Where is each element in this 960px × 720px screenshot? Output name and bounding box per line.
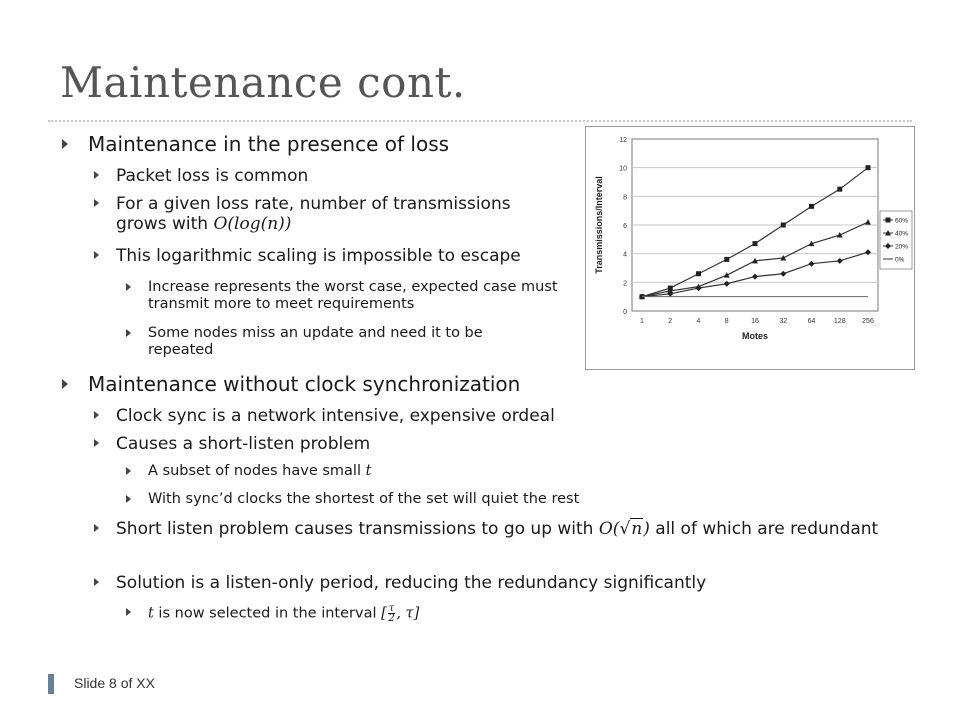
bullet-clock-sync bbox=[62, 372, 582, 396]
y-tick-label: 4 bbox=[623, 251, 627, 259]
bullet-worst-case bbox=[126, 279, 578, 313]
y-tick-label: 8 bbox=[623, 194, 627, 202]
bullet-text-part: Short listen problem causes transmissions to go up with bbox=[116, 519, 599, 539]
math-t: t bbox=[365, 463, 372, 479]
data-point-20pct bbox=[780, 271, 786, 277]
bullet-text: Causes a short-listen problem bbox=[116, 434, 371, 454]
bullet-arrow-icon bbox=[126, 608, 131, 616]
x-tick-label: 128 bbox=[833, 318, 846, 325]
x-tick-label: 16 bbox=[751, 318, 759, 325]
bullet-small-t bbox=[126, 463, 906, 480]
bullet-text-part: For a given loss rate, number of transmissions grows with bbox=[116, 194, 511, 234]
slide-number: Slide 8 of XX bbox=[74, 675, 155, 691]
bullet-arrow-icon bbox=[62, 139, 68, 149]
legend-marker bbox=[886, 218, 891, 223]
bullet-text bbox=[94, 194, 564, 234]
x-tick-label: 2 bbox=[668, 318, 673, 325]
bullet-arrow-icon bbox=[126, 467, 131, 475]
bullet-arrow-icon bbox=[126, 329, 131, 337]
math-close: ) bbox=[643, 519, 650, 539]
bullet-text: Clock sync is a network intensive, expensive ordeal bbox=[116, 406, 555, 426]
math-tail: , τ] bbox=[396, 605, 420, 622]
legend-label: 40% bbox=[895, 230, 909, 238]
bullet-sqrt-n bbox=[94, 519, 900, 539]
data-point-60pct bbox=[837, 187, 842, 192]
bullet-short-listen bbox=[94, 434, 894, 454]
data-point-40pct bbox=[837, 232, 843, 238]
footer-accent bbox=[48, 674, 54, 694]
bullet-listen-only bbox=[94, 573, 900, 593]
data-point-60pct bbox=[724, 257, 729, 262]
fraction-numerator: τ bbox=[388, 603, 395, 614]
legend-label: 0% bbox=[895, 256, 905, 264]
data-point-60pct bbox=[753, 241, 758, 246]
transmissions-chart bbox=[586, 127, 914, 369]
data-point-60pct bbox=[866, 165, 871, 170]
bullet-arrow-icon bbox=[94, 578, 99, 586]
bullet-arrow-icon bbox=[94, 439, 99, 447]
bullet-synced-clocks bbox=[126, 491, 906, 508]
bullet-text: This logarithmic scaling is impossible to escape bbox=[116, 246, 521, 266]
bullet-arrow-icon bbox=[126, 283, 131, 291]
bullet-text-part: is now selected in the interval bbox=[153, 605, 382, 622]
math-bracket: [ bbox=[381, 605, 387, 622]
x-tick-label: 64 bbox=[807, 318, 816, 325]
math-big-o-open: O( bbox=[598, 519, 620, 539]
bullet-arrow-icon bbox=[126, 495, 131, 503]
math-t: t bbox=[148, 605, 154, 622]
bullet-arrow-icon bbox=[62, 379, 68, 389]
x-tick-label: 256 bbox=[862, 318, 874, 325]
math-fraction bbox=[388, 604, 396, 623]
x-tick-label: 32 bbox=[779, 318, 788, 325]
chart-figure bbox=[585, 126, 915, 370]
bullet-text-part: A subset of nodes have small bbox=[148, 463, 366, 479]
bullet-packet-loss bbox=[94, 166, 564, 186]
data-point-40pct bbox=[865, 219, 871, 225]
bullet-arrow-icon bbox=[94, 524, 99, 532]
math-big-o-log-n: O(log(n)) bbox=[213, 214, 292, 234]
y-tick-label: 0 bbox=[623, 309, 627, 316]
bullet-text: Some nodes miss an update and need it to be repeated bbox=[148, 325, 483, 358]
bullet-text bbox=[126, 463, 906, 480]
bullet-arrow-icon bbox=[94, 199, 99, 207]
bullet-text: Maintenance in the presence of loss bbox=[88, 132, 450, 156]
y-tick-label: 2 bbox=[623, 280, 627, 288]
bullet-text: Packet loss is common bbox=[116, 166, 309, 186]
x-tick-label: 1 bbox=[640, 318, 644, 325]
bullet-loss-rate bbox=[94, 194, 564, 234]
y-tick-label: 10 bbox=[619, 165, 627, 173]
x-axis-label: Motes bbox=[741, 331, 769, 341]
data-point-20pct bbox=[809, 261, 815, 267]
data-point-40pct bbox=[724, 272, 730, 278]
math-n: n bbox=[631, 519, 643, 539]
bullet-arrow-icon bbox=[94, 251, 99, 259]
x-tick-label: 8 bbox=[724, 318, 729, 325]
data-point-20pct bbox=[752, 274, 758, 280]
bullet-interval bbox=[126, 604, 906, 623]
y-tick-label: 12 bbox=[619, 137, 627, 144]
bullet-arrow-icon bbox=[94, 411, 99, 419]
data-point-20pct bbox=[724, 281, 730, 287]
fraction-denominator: 2 bbox=[388, 613, 395, 624]
y-tick-label: 6 bbox=[623, 223, 627, 230]
bullet-maintenance-loss bbox=[62, 132, 582, 156]
bullet-arrow-icon bbox=[94, 171, 99, 179]
legend-label: 20% bbox=[895, 243, 909, 251]
bullet-clock-expensive bbox=[94, 406, 894, 426]
data-point-20pct bbox=[837, 258, 843, 264]
data-point-20pct bbox=[865, 249, 871, 255]
x-tick-label: 4 bbox=[696, 318, 701, 325]
y-axis-label: Transmissions/Interval bbox=[594, 176, 604, 274]
bullet-text-part: all of which are redundant bbox=[649, 519, 879, 539]
bullet-text bbox=[94, 519, 900, 539]
bullet-text bbox=[126, 604, 906, 623]
slide-title: Maintenance cont. bbox=[60, 58, 466, 107]
bullet-log-scaling bbox=[94, 246, 574, 266]
bullet-text: Maintenance without clock synchronization bbox=[88, 372, 521, 396]
bullet-text: With sync’d clocks the shortest of the set will quiet the rest bbox=[148, 491, 580, 507]
bullet-text: Increase represents the worst case, expected case must transmit more to meet requirements bbox=[148, 279, 558, 312]
data-point-60pct bbox=[696, 271, 701, 276]
data-point-60pct bbox=[809, 204, 814, 209]
sqrt-symbol: √ bbox=[619, 519, 631, 539]
bullet-miss-update bbox=[126, 325, 546, 359]
bullet-text: Solution is a listen-only period, reducing the redundancy significantly bbox=[116, 573, 707, 593]
legend-label: 60% bbox=[895, 217, 909, 225]
data-point-60pct bbox=[781, 223, 786, 228]
